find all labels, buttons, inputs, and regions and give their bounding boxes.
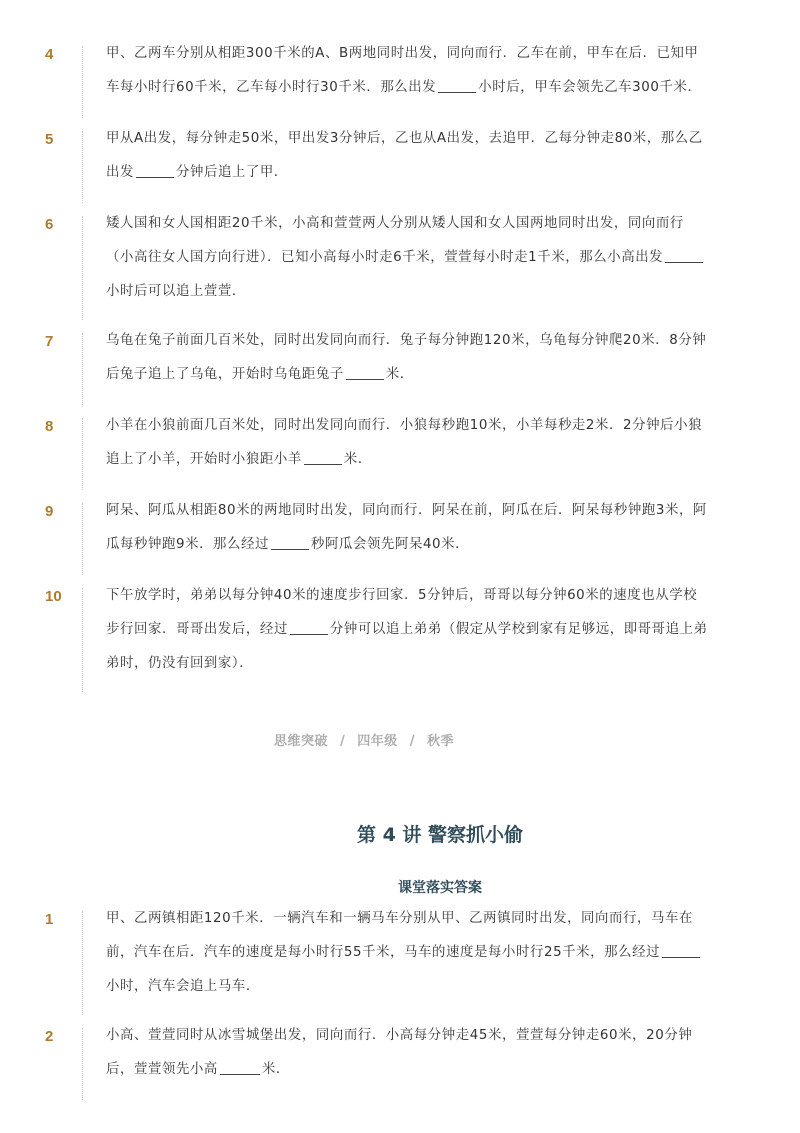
problem-number: 7	[45, 333, 54, 350]
page-footer: 思维突破 / 四年级 / 秋季	[274, 734, 455, 749]
problem-text: 小羊在小狼前面几百米处，同时出发同向而行．小狼每秒跑10米，小羊每秒走2米．2分钟后小狼 追上了小羊，开始时小狼距小羊 米．	[106, 418, 703, 467]
answer-blank[interactable]	[438, 78, 476, 93]
problem-5	[0, 131, 800, 191]
problem-number: 9	[45, 503, 54, 520]
problem-number: 10	[45, 588, 62, 605]
problem-8	[0, 418, 800, 478]
problem-text: 甲、乙两车分别从相距300千米的A、B两地同时出发，同向而行．乙车在前，甲车在后．已知甲 车每小时行60千米，乙车每小时行30千米．那么出发 小时后，甲车会领先乙车300千米．	[106, 46, 702, 95]
problem-text: 阿呆、阿瓜从相距80米的两地同时出发，同向而行．阿呆在前，阿瓜在后．阿呆每秒钟跑3米，阿 瓜每秒钟跑9米．那么经过 秒阿瓜会领先阿呆40米．	[106, 503, 707, 552]
divider	[82, 911, 83, 1015]
answer-problem-2	[0, 1028, 800, 1088]
answer-blank[interactable]	[136, 163, 174, 178]
answer-blank[interactable]	[304, 450, 342, 465]
problem-text: 下午放学时，弟弟以每分钟40米的速度步行回家．5分钟后，哥哥以每分钟60米的速度也从学校 步行回家．哥哥出发后，经过 分钟可以追上弟弟（假定从学校到家有足够远，即哥哥追上弟 弟时，仍没有回到家）．	[106, 588, 708, 671]
problem-text: 矮人国和女人国相距20千米，小高和萱萱两人分别从矮人国和女人国两地同时出发，同向而行 （小高往女人国方向行进）．已知小高每小时走6千米，萱萱每小时走1千米，那么小高出发 小时后可以追上萱萱．	[106, 207, 718, 309]
answer-blank[interactable]	[662, 943, 700, 958]
divider	[82, 46, 83, 118]
problem-number: 1	[45, 911, 54, 928]
divider	[82, 588, 83, 692]
problem-4	[0, 46, 800, 106]
footer-separator-2: /	[409, 734, 416, 749]
problem-number: 8	[45, 418, 54, 435]
problem-text: 乌龟在兔子前面几百米处，同时出发同向而行．兔子每分钟跑120米，乌龟每分钟爬20米．8分钟 后兔子追上了乌龟，开始时乌龟距兔子 米．	[106, 333, 707, 382]
answer-blank[interactable]	[665, 248, 703, 263]
lecture-title: 第 4 讲 警察抓小偷	[356, 824, 524, 846]
answer-blank[interactable]	[220, 1060, 260, 1075]
answer-blank[interactable]	[290, 620, 328, 635]
divider	[82, 333, 83, 405]
divider	[82, 131, 83, 203]
answer-problem-1	[0, 911, 800, 1003]
answer-blank[interactable]	[346, 365, 384, 380]
problem-7	[0, 333, 800, 393]
problem-9	[0, 503, 800, 563]
problem-text: 小高、萱萱同时从冰雪城堡出发，同向而行．小高每分钟走45米，萱萱每分钟走60米，20分钟 后，萱萱领先小高 米．	[106, 1028, 693, 1077]
divider	[82, 503, 83, 575]
problem-10	[0, 588, 800, 680]
problem-number: 2	[45, 1028, 54, 1045]
divider	[82, 1028, 83, 1100]
problem-number: 4	[45, 46, 54, 63]
problem-number: 6	[45, 216, 54, 233]
answer-blank[interactable]	[271, 535, 309, 550]
problem-6	[0, 216, 800, 308]
problem-text: 甲、乙两镇相距120千米．一辆汽车和一辆马车分别从甲、乙两镇同时出发，同向而行，马车在 前，汽车在后．汽车的速度是每小时行55千米，马车的速度是每小时行25千米，那么经过 小时，汽车会追上马车．	[106, 902, 718, 1004]
divider	[82, 418, 83, 490]
problem-number: 5	[45, 131, 54, 148]
divider	[82, 216, 83, 320]
section-title: 课堂落实答案	[398, 880, 482, 896]
problem-text: 甲从A出发，每分钟走50米，甲出发3分钟后，乙也从A出发，去追甲．乙每分钟走80米，那么乙 出发 分钟后追上了甲．	[106, 131, 703, 180]
